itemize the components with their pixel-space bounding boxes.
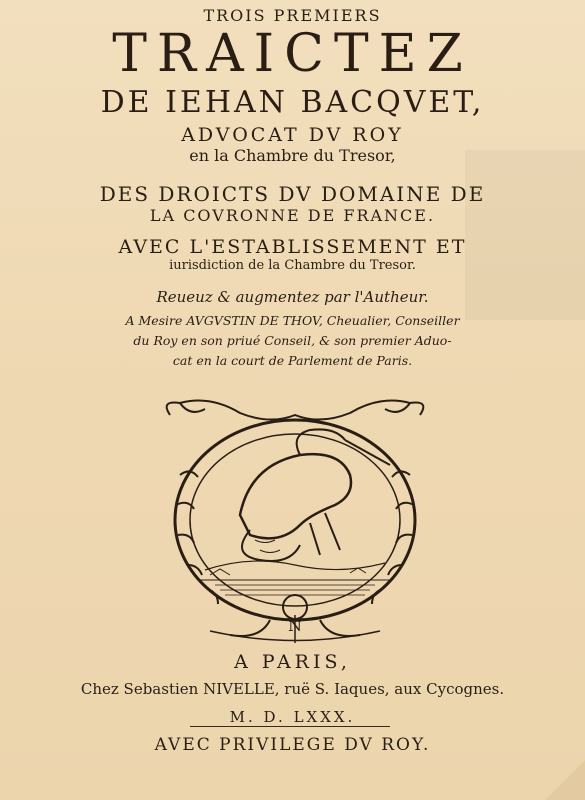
royal-privilege: AVEC PRIVILEGE DV ROY. [154, 735, 431, 755]
subject-line-1: DES DROICTS DV DOMAINE DE [99, 182, 486, 206]
addition-line-2: iurisdiction de la Chambre du Tresor. [169, 258, 416, 273]
author-office: en la Chambre du Tresor, [189, 146, 396, 165]
imprint-printer: Chez Sebastien NIVELLE, ruë S. Iaques, aux Cycognes. [80, 680, 505, 698]
subject-line-2: LA COVRONNE DE FRANCE. [149, 206, 436, 225]
subtitle-trois-premiers: TROIS PREMIERS [203, 6, 382, 25]
svg-text:N: N [288, 616, 302, 635]
dedication-line-3: cat en la court de Parlement de Paris. [172, 353, 413, 368]
main-title: TRAICTEZ [112, 24, 473, 84]
author-title: ADVOCAT DV ROY [181, 124, 404, 146]
imprint-city: A PARIS, [234, 651, 351, 673]
imprint-year: M. D. LXXX. [229, 708, 356, 726]
divider-rule [190, 726, 390, 727]
author-name: DE IEHAN BACQVET, [100, 85, 485, 120]
dedication-line-2: du Roy en son priué Conseil, & son premier Aduo- [133, 333, 452, 348]
printer-device-stork-icon [150, 395, 440, 645]
revision-note: Reueuz & augmentez par l'Autheur. [156, 288, 429, 306]
page-corner [545, 760, 585, 800]
dedication-line-1: A Mesire AVGVSTIN DE THOV, Cheualier, Conseiller [125, 313, 460, 328]
addition-line-1: AVEC L'ESTABLISSEMENT ET [118, 236, 467, 258]
